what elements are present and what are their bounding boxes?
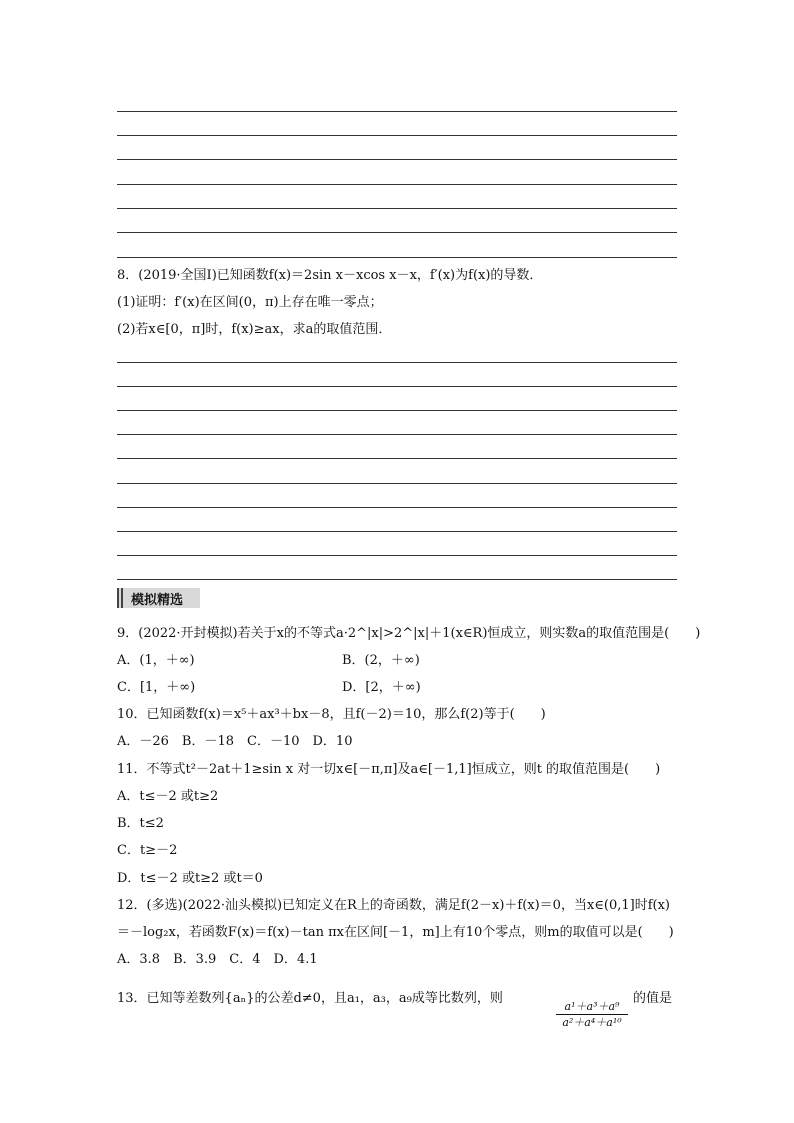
q8-part2: (2)若x∈[0，π]时，f(x)≥ax，求a的取值范围． xyxy=(117,322,392,337)
q11-option-c: C．t≥－2 xyxy=(117,843,178,858)
q13-fraction-denominator: a²＋a⁴＋a¹⁰ xyxy=(562,1016,622,1029)
answer-line xyxy=(117,159,677,160)
q10-stem: 10．已知函数f(x)＝x⁵＋ax³＋bx－8，且f(－2)＝10，那么f(2)等于( ) xyxy=(117,707,546,722)
answer-line xyxy=(117,111,677,112)
answer-line xyxy=(117,135,677,136)
section-marker-icon xyxy=(117,588,125,608)
q13-tail: 的值是 xyxy=(633,991,673,1006)
q13-stem: 13．已知等差数列{aₙ}的公差d≠0，且a₁，a₃，a₉成等比数列，则 xyxy=(117,991,503,1006)
answer-line xyxy=(117,257,677,258)
q11-option-a: A．t≤－2 或t≥2 xyxy=(117,789,219,804)
q8-part1: (1)证明：f′(x)在区间(0，π)上存在唯一零点； xyxy=(117,295,383,310)
section-heading xyxy=(117,588,200,608)
answer-line xyxy=(117,531,677,532)
q10-options: A．－26 B．－18 C．－10 D．10 xyxy=(117,734,353,749)
q9-option-b: B．(2，＋∞) xyxy=(342,653,420,668)
q13-fraction xyxy=(556,1000,628,1029)
q9-option-a: A．(1，＋∞) xyxy=(117,653,195,668)
q11-stem: 11．不等式t²－2at＋1≥sin x 对一切x∈[－π,π]及a∈[－1,1]恒成立，则t 的取值范围是( ) xyxy=(117,762,661,777)
q9-stem: 9．(2022·开封模拟)若关于x的不等式a·2^|x|>2^|x|＋1(x∈R)恒成立，则实数a的取值范围是( ) xyxy=(117,626,701,641)
answer-line xyxy=(117,386,677,387)
answer-line xyxy=(117,507,677,508)
q13-fraction-numerator: a¹＋a³＋a⁹ xyxy=(564,1000,620,1013)
q11-option-d: D．t≤－2 或t≥2 或t＝0 xyxy=(117,871,263,886)
answer-line xyxy=(117,458,677,459)
answer-line xyxy=(117,208,677,209)
answer-line xyxy=(117,410,677,411)
q11-option-b: B．t≤2 xyxy=(117,816,164,831)
answer-line xyxy=(117,555,677,556)
answer-line xyxy=(117,232,677,233)
answer-line xyxy=(117,184,677,185)
answer-line xyxy=(117,434,677,435)
q12-stem-line2: ＝－log₂x，若函数F(x)＝f(x)－tan πx在区间[－1，m]上有10个零点，则m的取值可以是( ) xyxy=(117,925,674,940)
answer-line xyxy=(117,483,677,484)
section-title: 模拟精选 xyxy=(131,592,184,608)
answer-line xyxy=(117,362,677,363)
q8-stem: 8．(2019·全国Ⅰ)已知函数f(x)＝2sin x－xcos x－x，f′(x)为f(x)的导数． xyxy=(117,268,543,283)
q9-option-c: C．[1，＋∞) xyxy=(117,680,196,695)
q9-option-d: D．[2，＋∞) xyxy=(342,680,421,695)
fraction-bar xyxy=(556,1014,628,1015)
answer-line xyxy=(117,579,677,580)
q12-stem-line1: 12．(多选)(2022·汕头模拟)已知定义在R上的奇函数，满足f(2－x)＋f(x)＝0，当x∈(0,1]时f(x) xyxy=(117,898,671,913)
q12-options: A．3.8 B．3.9 C．4 D．4.1 xyxy=(117,952,318,967)
